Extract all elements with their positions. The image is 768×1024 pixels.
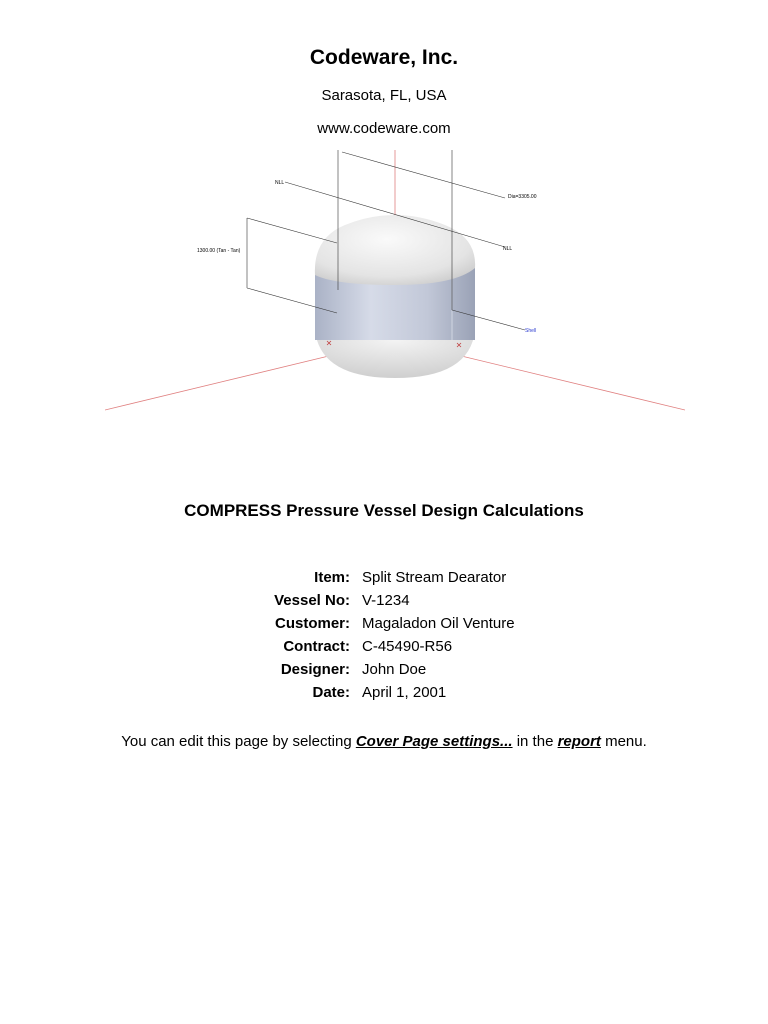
info-row [190, 635, 515, 658]
info-label: Vessel No: [274, 592, 350, 609]
info-row [190, 658, 515, 681]
info-value: April 1, 2001 [362, 684, 447, 701]
info-row [190, 589, 515, 612]
info-row [190, 681, 515, 704]
label-nll-top: NLL [275, 180, 285, 186]
vessel-info-table [190, 566, 515, 704]
info-label: Item: [314, 569, 350, 586]
info-value: C-45490-R56 [362, 638, 453, 655]
note-prefix: You can edit this page by selecting [121, 733, 356, 750]
company-location: Sarasota, FL, USA [321, 87, 447, 104]
info-label: Contract: [283, 638, 350, 655]
vessel-drawing [105, 150, 685, 490]
edit-note [0, 733, 768, 750]
label-nll-right: NLL [503, 246, 513, 252]
info-row [190, 566, 515, 589]
report-menu-link: report [557, 733, 601, 750]
label-diameter: Dia=3305.00 [508, 194, 537, 200]
info-value: John Doe [362, 661, 427, 678]
company-name: Codeware, Inc. [309, 46, 459, 69]
info-value: V-1234 [362, 592, 410, 609]
info-value: Magaladon Oil Venture [362, 615, 515, 632]
info-value: Split Stream Dearator [362, 569, 507, 586]
label-height: 1300.00 (Tan - Tan) [197, 248, 241, 254]
document-title: COMPRESS Pressure Vessel Design Calculations [184, 501, 584, 520]
cover-page-settings-link: Cover Page settings... [355, 733, 513, 750]
note-middle: in the [512, 733, 558, 750]
top-head [315, 215, 475, 285]
info-row [190, 612, 515, 635]
info-label: Date: [312, 684, 350, 701]
note-suffix: menu. [600, 733, 647, 750]
company-website: www.codeware.com [317, 120, 451, 137]
label-shell: Shell [525, 328, 537, 334]
info-label: Customer: [274, 615, 350, 632]
info-label: Designer: [280, 661, 350, 678]
